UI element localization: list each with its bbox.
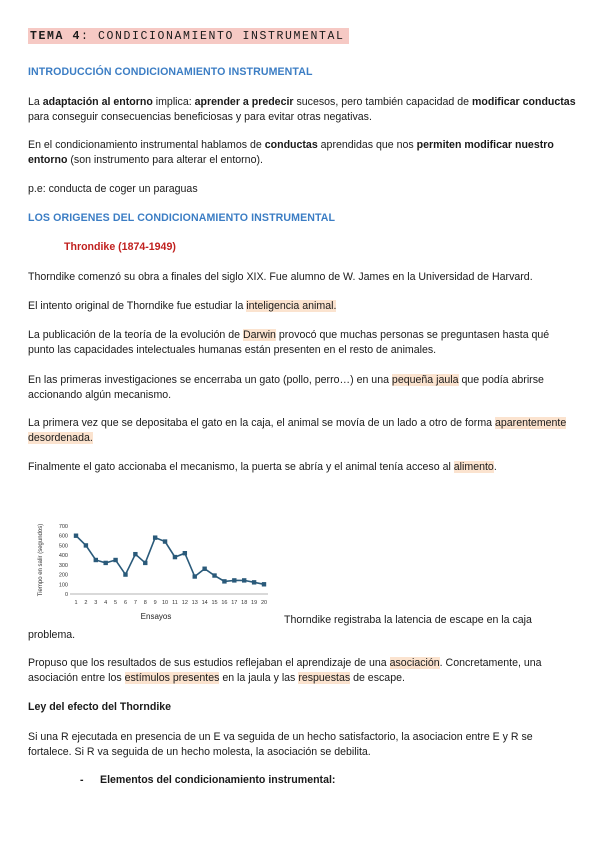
x-tick-label: 6	[123, 600, 128, 606]
data-point	[143, 561, 147, 565]
x-tick-label: 18	[241, 600, 248, 606]
y-tick-label: 0	[64, 592, 68, 598]
data-point	[84, 543, 88, 547]
y-tick-label: 300	[58, 562, 68, 569]
data-point	[94, 558, 98, 562]
y-tick-label: 400	[58, 553, 68, 560]
x-tick-label: 19	[251, 600, 258, 606]
y-tick-label: 100	[58, 582, 68, 589]
paragraph-asociacion: Propuso que los resultados de sus estudios reflejaban el aprendizaje de una asociación. Concretamente, una asociación entre los estímulos presentes en la jaula y las respuestas de escape.	[28, 657, 542, 684]
x-tick-label: 10	[161, 600, 169, 606]
paragraph-primera-vez: La primera vez que se depositaba el gato en la caja, el animal se movía de un lado a otro de forma aparentemente desordenada.	[28, 417, 567, 444]
data-point	[202, 567, 206, 571]
data-point	[222, 579, 226, 583]
data-point	[74, 534, 78, 538]
paragraph-darwin: La publicación de la teoría de la evolución de Darwin provocó que muchas personas se preguntasen hasta qué punto las capacidades intelectuales humanas están presenten en el resto de animales.	[28, 329, 550, 356]
x-tick-label: 4	[104, 600, 108, 606]
x-tick-label: 17	[231, 600, 238, 606]
bullet-elementos: Elementos del condicionamiento instrumental:	[100, 774, 336, 786]
x-tick-label: 12	[181, 600, 188, 606]
title-rest: : CONDICIONAMIENTO INSTRUMENTAL	[81, 30, 345, 43]
paragraph-ejemplo: p.e: conducta de coger un paraguas	[28, 183, 198, 195]
data-point	[123, 572, 127, 576]
y-axis-label: Tiempo en salir (segundos)	[38, 523, 44, 597]
paragraph-intento: El intento original de Thorndike fue estudiar la inteligencia animal.	[28, 300, 337, 312]
series-line	[76, 536, 264, 585]
data-point	[252, 580, 256, 584]
chart-svg	[28, 518, 278, 628]
data-point	[103, 561, 107, 565]
title-strong: TEMA 4	[30, 30, 82, 43]
x-tick-label: 8	[143, 600, 147, 606]
y-tick-label: 700	[58, 524, 68, 530]
x-tick-label: 20	[260, 600, 268, 606]
data-point	[163, 539, 167, 543]
y-tick-label: 500	[58, 543, 68, 550]
data-point	[173, 555, 177, 559]
chart-caption: Thorndike registraba la latencia de escape en la caja	[284, 614, 532, 626]
section-heading-intro: INTRODUCCIÓN CONDICIONAMIENTO INSTRUMENTAL	[28, 66, 313, 78]
heading-ley-efecto: Ley del efecto del Thorndike	[28, 701, 172, 713]
page-title	[28, 28, 349, 44]
x-axis-label: Ensayos	[140, 612, 172, 621]
data-point	[183, 551, 187, 555]
x-tick-label: 1	[74, 600, 78, 606]
x-tick-label: 11	[172, 600, 178, 606]
x-tick-label: 16	[221, 600, 228, 606]
chart-caption-cont: problema.	[28, 629, 76, 641]
paragraph-conductas: En el condicionamiento instrumental hablamos de conductas aprendidas que nos permiten modificar nuestro entorno (son instrumento para alterar el entorno).	[28, 139, 554, 166]
data-point	[133, 552, 137, 556]
x-tick-label: 15	[211, 600, 218, 606]
paragraph-ley-efecto: Si una R ejecutada en presencia de un E va seguida de un hecho satisfactorio, la asociacion entre E y R se fortalece. Si R va seguida de un hecho molesta, la asociación se debilita.	[28, 731, 533, 758]
subheading-throndike: Throndike (1874-1949)	[64, 241, 176, 253]
x-tick-label: 9	[153, 600, 157, 606]
escape-latency-chart	[28, 518, 278, 628]
x-tick-label: 14	[201, 600, 208, 606]
y-tick-label: 600	[58, 533, 68, 540]
data-point	[193, 574, 197, 578]
data-point	[232, 578, 236, 582]
paragraph-jaula: En las primeras investigaciones se encerraba un gato (pollo, perro…) en una pequeña jaula que podía abrirse accionando algún mecanismo.	[28, 374, 544, 401]
x-tick-label: 5	[114, 600, 118, 606]
data-point	[212, 573, 216, 577]
data-point	[262, 582, 266, 586]
x-tick-label: 2	[84, 600, 88, 606]
paragraph-mecanismo: Finalmente el gato accionaba el mecanismo, la puerta se abría y el animal tenía acceso al alimento.	[28, 461, 497, 473]
data-point	[113, 558, 117, 562]
data-point	[242, 578, 246, 582]
paragraph-adaptacion: La adaptación al entorno implica: aprender a predecir sucesos, pero también capacidad de modificar conductas para conseguir consecuencias beneficiosas y para evitar otras negativas.	[28, 96, 576, 123]
bullet-dash: -	[80, 774, 84, 786]
section-heading-origenes: LOS ORIGENES DEL CONDICIONAMIENTO INSTRUMENTAL	[28, 212, 336, 224]
y-tick-label: 200	[58, 572, 68, 579]
x-tick-label: 3	[94, 600, 98, 606]
data-point	[153, 535, 157, 539]
x-tick-label: 13	[191, 600, 198, 606]
paragraph-thorndike-bio: Thorndike comenzó su obra a finales del siglo XIX. Fue alumno de W. James en la Universidad de Harvard.	[28, 271, 533, 283]
x-tick-label: 7	[133, 600, 137, 606]
